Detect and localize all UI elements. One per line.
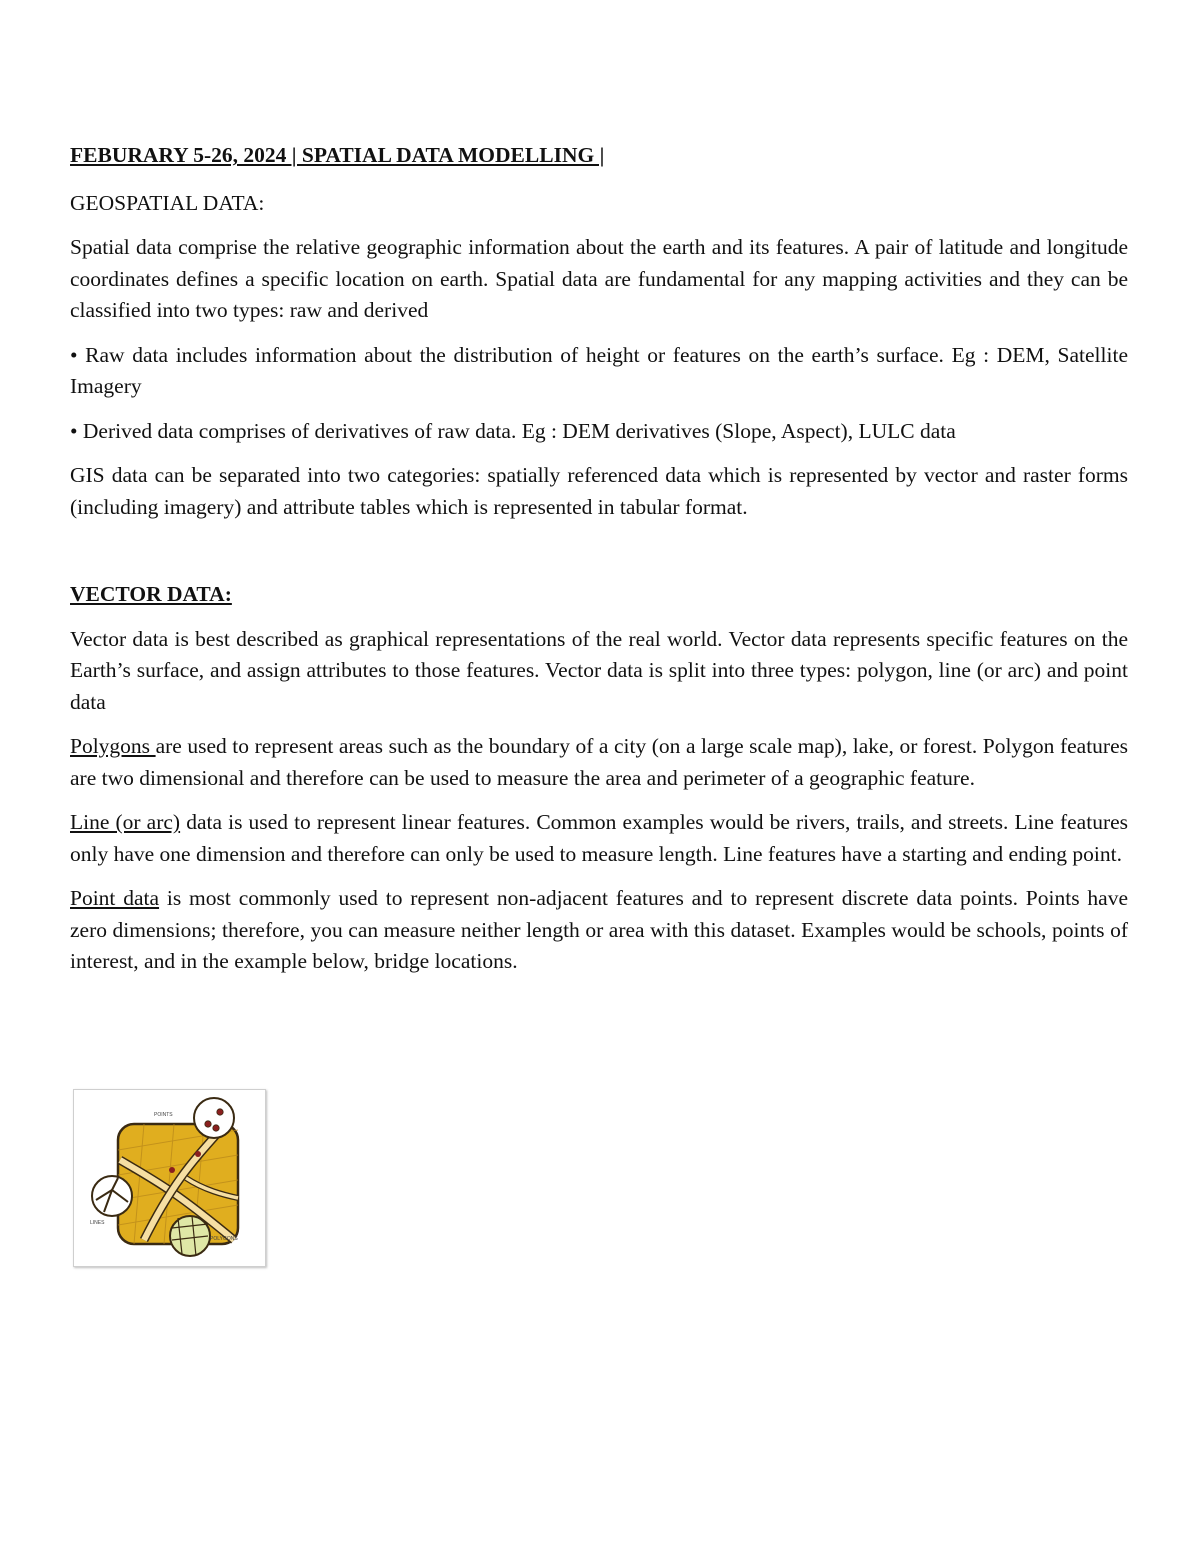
- polygons-label: POLYGONS: [210, 1236, 238, 1242]
- line-text: data is used to represent linear features. Common examples would be rivers, trails, and streets. Line features only have one dimension and therefore can only be used to measure length. Line features have a starting and ending point.: [70, 810, 1129, 866]
- polygons-text: are used to represent areas such as the boundary of a city (on a large scale map), lake, or forest. Polygon features are two dimensional and therefore can be used to measure the area and perimeter of a geographic feature.: [70, 734, 1128, 790]
- gis-categories-paragraph: GIS data can be separated into two categories: spatially referenced data which is represented by vector and raster forms (including imagery) and attribute tables which is represented in tabular format.: [70, 463, 1128, 519]
- lines-label: LINES: [90, 1220, 105, 1226]
- point-term: Point data: [70, 886, 160, 910]
- raw-data-bullet: • Raw data includes information about the distribution of height or features on the earth’s surface. Eg : DEM, Satellite Imagery: [70, 342, 1128, 398]
- vector-data-heading: VECTOR DATA:: [70, 582, 232, 606]
- vector-intro-paragraph: [70, 624, 1128, 719]
- geospatial-heading: GEOSPATIAL DATA:: [70, 190, 265, 215]
- document-body: [70, 140, 1128, 978]
- point-text: is most commonly used to represent non-adjacent features and to represent discrete data points. Points have zero dimensions; therefore, you can measure neither length or area with this dataset. Examples would be schools, points of interest, and in the example below, bridge locations.: [70, 886, 1128, 973]
- vector-map-graphic: [74, 1090, 265, 1266]
- vector-intro-text: Vector data is best described as graphical representations of the real world. Vector data represents specific features on the Earth’s surface, and assign attributes to those features. Vector data is split into three types: polygon, line (or arc) and point data: [70, 626, 1128, 714]
- line-paragraph: [70, 807, 1128, 870]
- document-title: FEBURARY 5-26, 2024 | SPATIAL DATA MODELLING |: [70, 143, 605, 167]
- polygons-paragraph: [70, 731, 1128, 794]
- point-paragraph: [70, 883, 1128, 978]
- line-term: Line (or arc): [70, 810, 181, 834]
- derived-data-bullet: • Derived data comprises of derivatives of raw data. Eg : DEM derivatives (Slope, Aspect), LULC data: [70, 418, 956, 443]
- lines-callout: [92, 1176, 132, 1216]
- points-label: POINTS: [154, 1112, 173, 1118]
- polygons-term: Polygons: [70, 734, 156, 758]
- points-callout: [194, 1098, 234, 1138]
- geospatial-intro-paragraph: Spatial data comprise the relative geographic information about the earth and its features. A pair of latitude and longitude coordinates defines a specific location on earth. Spatial data are fundamental for any mapping activities and they can be classified into two types: raw and derived: [70, 235, 1128, 322]
- vector-types-illustration: [73, 1089, 266, 1267]
